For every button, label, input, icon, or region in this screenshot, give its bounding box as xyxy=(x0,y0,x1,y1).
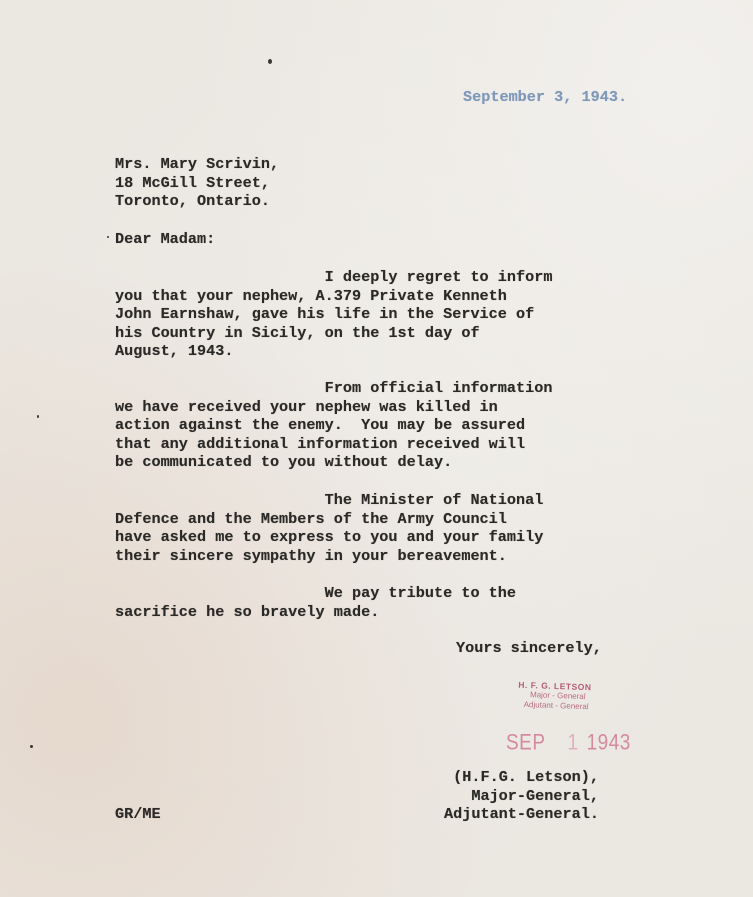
salutation: Dear Madam: xyxy=(115,230,216,248)
paragraph-line: you that your nephew, A.379 Private Kenneth xyxy=(115,286,507,305)
paragraph-line: action against the enemy. You may be assured xyxy=(115,416,526,435)
reference-initials: GR/ME xyxy=(115,805,161,823)
signature-stamp xyxy=(517,680,591,713)
recipient-address xyxy=(115,155,279,211)
paragraph-line: his Country in Sicily, on the 1st day of xyxy=(115,323,480,342)
paragraph-line: August, 1943. xyxy=(115,342,234,361)
paper-speck xyxy=(37,415,39,418)
stamp-name: H. F. G. LETSON xyxy=(518,679,592,693)
paragraph-line: that any additional information received will xyxy=(115,434,526,453)
stamp-title: Adjutant - General xyxy=(523,699,589,712)
stamp-day: 1 xyxy=(567,731,579,756)
paragraph-4 xyxy=(115,584,516,621)
paragraph-line: Defence and the Members of the Army Council xyxy=(115,509,507,528)
stamp-year: 1943 xyxy=(586,731,631,756)
recipient-city: Toronto, Ontario. xyxy=(115,192,270,211)
recipient-street: 18 McGill Street, xyxy=(115,173,270,192)
recipient-name: Mrs. Mary Scrivin, xyxy=(115,155,280,173)
paragraph-line: We pay tribute to the xyxy=(115,584,517,602)
signatory-rank: Major-General, xyxy=(471,786,599,805)
received-date-stamp xyxy=(506,731,631,756)
paragraph-3 xyxy=(115,491,543,565)
paper-speck xyxy=(30,745,33,748)
closing: Yours sincerely, xyxy=(456,639,602,657)
paragraph-line: John Earnshaw, gave his life in the Service of xyxy=(115,305,535,324)
paragraph-line: their sincere sympathy in your bereavement. xyxy=(115,546,507,565)
paragraph-1 xyxy=(115,268,552,361)
paragraph-2 xyxy=(115,379,552,472)
paragraph-line: be communicated to you without delay. xyxy=(115,453,453,472)
paper-speck xyxy=(107,236,109,238)
letter-date: September 3, 1943. xyxy=(463,88,628,106)
stamp-month: SEP xyxy=(506,731,546,756)
signatory-title: Adjutant-General. xyxy=(444,805,599,824)
paragraph-line: sacrifice he so bravely made. xyxy=(115,602,380,621)
paragraph-line: From official information xyxy=(115,379,553,397)
paragraph-line: we have received your nephew was killed in xyxy=(115,397,498,416)
paragraph-line: have asked me to express to you and your family xyxy=(115,528,544,547)
signatory-name: (H.F.G. Letson), xyxy=(453,768,599,786)
signature-block xyxy=(444,768,599,824)
paragraph-line: I deeply regret to inform xyxy=(115,268,553,286)
stamp-rank: Major - General xyxy=(529,690,586,702)
paragraph-line: The Minister of National xyxy=(115,491,544,509)
paper-speck xyxy=(268,59,272,64)
